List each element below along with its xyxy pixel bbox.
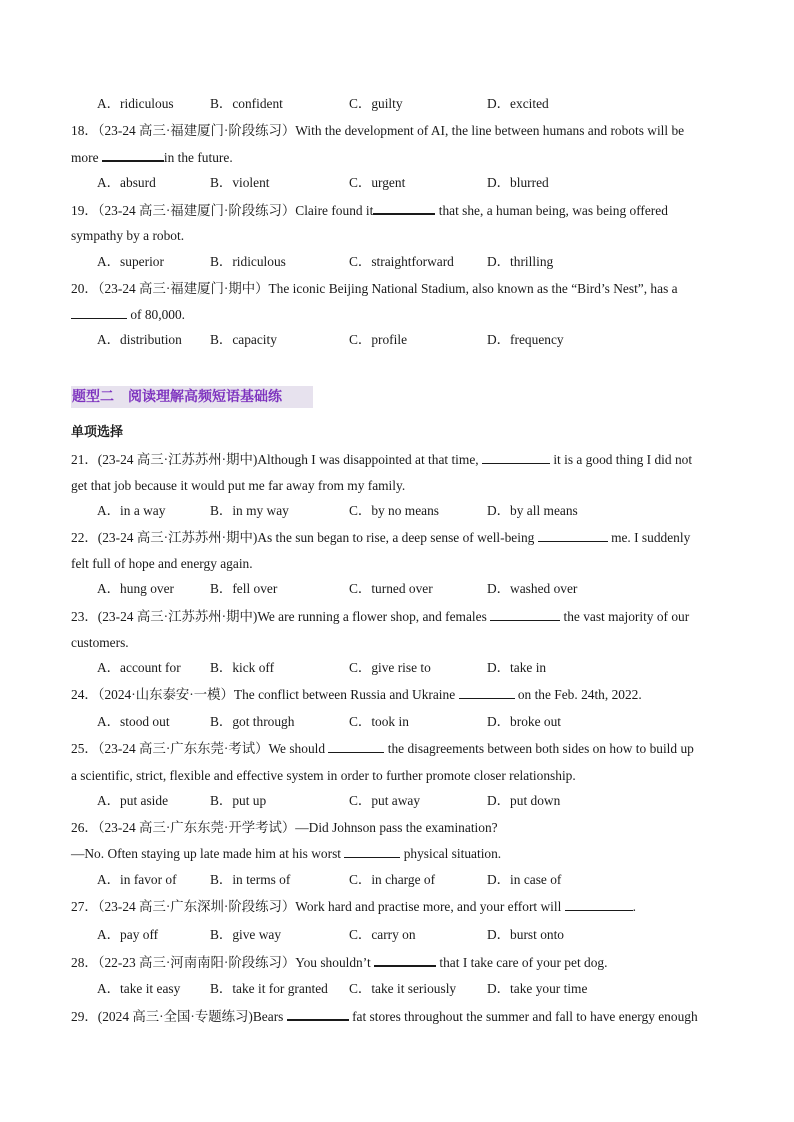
q21-option-a: A．in a way bbox=[97, 503, 166, 518]
q18-option-d: D．blurred bbox=[487, 175, 549, 190]
q23-option-b: B．kick off bbox=[210, 660, 275, 675]
q22-option-c: C．turned over bbox=[349, 581, 433, 596]
q21-stem-line1 bbox=[71, 451, 692, 469]
q19-stem-line2: sympathy by a robot. bbox=[71, 228, 185, 243]
q24-option-b: B．got through bbox=[210, 714, 295, 729]
q25-stem-line2: a scientific, strict, flexible and effective system in order to further promote closer relationship. bbox=[71, 768, 576, 783]
q25-option-a: A．put aside bbox=[97, 793, 169, 808]
q19-stem-line1 bbox=[71, 201, 668, 220]
q25-stem-line1 bbox=[71, 740, 694, 758]
q24-text: 24．（2024·山东泰安·一模）The conflict between Russia and Ukraine bbox=[71, 687, 459, 702]
q24-option-c: C．took in bbox=[349, 714, 409, 729]
q18-text: in the future. bbox=[163, 150, 233, 165]
q23-option-a: A．account for bbox=[97, 660, 181, 675]
q18-option-c: C．urgent bbox=[349, 175, 406, 190]
q26-stem-line1: 26．（23-24 高三·广东东莞·开学考试）—Did Johnson pass the examination? bbox=[71, 820, 498, 835]
q26-option-a: A．in favor of bbox=[97, 872, 177, 887]
q27-option-a: A．pay off bbox=[97, 927, 159, 942]
q19-option-b: B．ridiculous bbox=[210, 254, 286, 269]
q27-option-b: B．give way bbox=[210, 927, 282, 942]
q22-text: 22．(23-24 高三·江苏苏州·期中)As the sun began to rise, a deep sense of well-being bbox=[71, 530, 538, 545]
q22-stem-line2: felt full of hope and energy again. bbox=[71, 556, 253, 571]
q22-blank bbox=[538, 529, 608, 542]
q19-option-d: D．thrilling bbox=[487, 254, 554, 269]
q27-text: . bbox=[632, 899, 637, 914]
q25-blank bbox=[328, 740, 384, 753]
q21-text: it is a good thing I did not bbox=[549, 452, 693, 467]
q28-option-c: C．take it seriously bbox=[349, 981, 457, 996]
q23-option-c: C．give rise to bbox=[349, 660, 431, 675]
q23-stem-line2: customers. bbox=[71, 635, 129, 650]
q22-option-a: A．hung over bbox=[97, 581, 174, 596]
q23-text: 23．(23-24 高三·江苏苏州·期中)We are running a flower shop, and females bbox=[71, 609, 491, 624]
q20-option-d: D．frequency bbox=[487, 332, 564, 347]
q19-text: that she, a human being, was being offered bbox=[435, 203, 668, 218]
q21-blank bbox=[482, 451, 550, 464]
q28-stem-line1 bbox=[71, 953, 607, 972]
q19-option-a: A．superior bbox=[97, 254, 164, 269]
q20-blank bbox=[71, 306, 127, 319]
q17-option-b: B．confident bbox=[210, 96, 283, 111]
q21-option-b: B．in my way bbox=[210, 503, 289, 518]
q20-option-a: A．distribution bbox=[97, 332, 182, 347]
q17-option-d: D．excited bbox=[487, 96, 549, 111]
q28-text: that I take care of your pet dog. bbox=[436, 955, 608, 970]
q20-option-c: C．profile bbox=[349, 332, 408, 347]
q22-option-d: D．washed over bbox=[487, 581, 578, 596]
q17-option-c: C．guilty bbox=[349, 96, 403, 111]
q18-text: more bbox=[71, 150, 102, 165]
q25-option-c: C．put away bbox=[349, 793, 421, 808]
q22-option-b: B．fell over bbox=[210, 581, 278, 596]
q20-option-b: B．capacity bbox=[210, 332, 277, 347]
q23-blank bbox=[490, 608, 560, 621]
q20-stem-line2 bbox=[71, 306, 185, 324]
q18-option-a: A．absurd bbox=[97, 175, 156, 190]
q18-stem-line1: 18．（23-24 高三·福建厦门·阶段练习）With the development of AI, the line between humans and robots will be bbox=[71, 123, 685, 138]
q29-text: fat stores throughout the summer and fall to have energy enough bbox=[348, 1009, 698, 1024]
q28-option-a: A．take it easy bbox=[97, 981, 181, 996]
q24-text: on the Feb. 24th, 2022. bbox=[514, 687, 642, 702]
q25-option-d: D．put down bbox=[487, 793, 561, 808]
q20-stem-line1: 20．（23-24 高三·福建厦门·期中）The iconic Beijing National Stadium, also known as the “Bird’s Nest”, has a bbox=[71, 281, 678, 296]
q29-blank bbox=[287, 1007, 349, 1021]
q22-text: me. I suddenly bbox=[607, 530, 691, 545]
q18-stem-line2 bbox=[71, 148, 233, 167]
q25-text: the disagreements between both sides on how to build up bbox=[384, 741, 694, 756]
q26-blank bbox=[344, 845, 400, 858]
q23-text: the vast majority of our bbox=[560, 609, 690, 624]
q28-option-d: D．take your time bbox=[487, 981, 588, 996]
q28-blank bbox=[374, 953, 436, 967]
q27-option-c: C．carry on bbox=[349, 927, 416, 942]
q19-blank bbox=[373, 201, 435, 215]
q23-option-d: D．take in bbox=[487, 660, 547, 675]
section-subheading: 单项选择 bbox=[71, 425, 124, 440]
q26-stem-line2 bbox=[71, 845, 501, 863]
q29-stem-line1 bbox=[71, 1007, 698, 1026]
section-heading bbox=[71, 386, 313, 408]
q27-text: 27．（23-24 高三·广东深圳·阶段练习）Work hard and practise more, and your effort will bbox=[71, 899, 565, 914]
q20-text: of 80,000. bbox=[127, 307, 186, 322]
q27-blank bbox=[565, 898, 633, 911]
q23-stem-line1 bbox=[71, 608, 689, 626]
section-heading-text: 题型二 阅读理解高频短语基础练 bbox=[72, 389, 282, 405]
q29-text: 29．(2024 高三·全国·专题练习)Bears bbox=[71, 1009, 287, 1024]
q24-stem-line1 bbox=[71, 686, 642, 704]
q19-text: 19．（23-24 高三·福建厦门·阶段练习）Claire found it bbox=[71, 203, 374, 218]
q22-stem-line1 bbox=[71, 529, 690, 547]
q26-text: —No. Often staying up late made him at his worst bbox=[71, 846, 345, 861]
q28-text: 28．（22-23 高三·河南南阳·阶段练习）You shouldn’t bbox=[71, 955, 375, 970]
q28-option-b: B．take it for granted bbox=[210, 981, 328, 996]
q21-option-d: D．by all means bbox=[487, 503, 578, 518]
q24-blank bbox=[459, 686, 515, 699]
q25-text: 25．（23-24 高三·广东东莞·考试）We should bbox=[71, 741, 329, 756]
q27-option-d: D．burst onto bbox=[487, 927, 564, 942]
q21-stem-line2: get that job because it would put me far away from my family. bbox=[71, 478, 406, 493]
q26-option-b: B．in terms of bbox=[210, 872, 291, 887]
q26-option-d: D．in case of bbox=[487, 872, 562, 887]
q26-option-c: C．in charge of bbox=[349, 872, 436, 887]
q18-option-b: B．violent bbox=[210, 175, 270, 190]
q27-stem-line1 bbox=[71, 898, 636, 916]
q26-text: physical situation. bbox=[400, 846, 502, 861]
q24-option-a: A．stood out bbox=[97, 714, 170, 729]
q17-option-a: A．ridiculous bbox=[97, 96, 174, 111]
q19-option-c: C．straightforward bbox=[349, 254, 454, 269]
q24-option-d: D．broke out bbox=[487, 714, 562, 729]
q21-text: 21．(23-24 高三·江苏苏州·期中)Although I was disappointed at that time, bbox=[71, 452, 482, 467]
q25-option-b: B．put up bbox=[210, 793, 267, 808]
q21-option-c: C．by no means bbox=[349, 503, 440, 518]
q18-blank bbox=[102, 148, 164, 162]
